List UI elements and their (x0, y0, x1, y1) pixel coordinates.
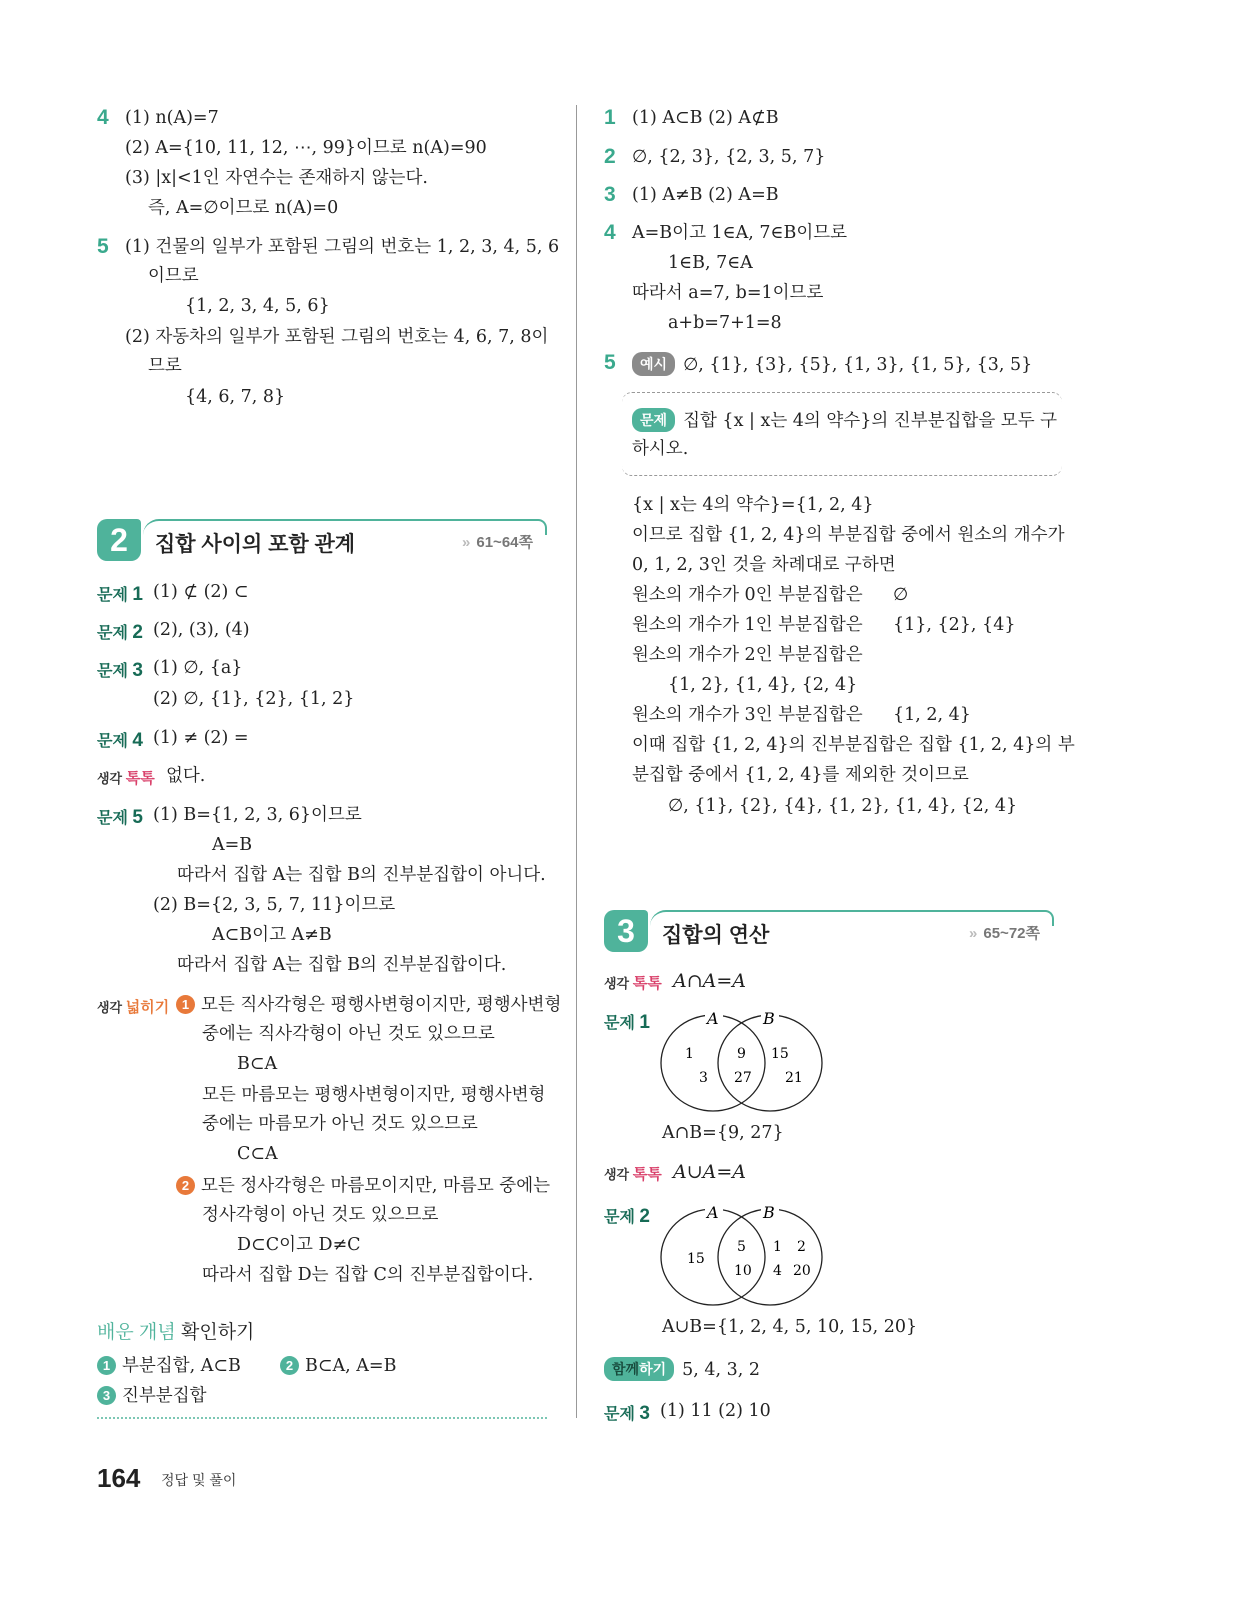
element: 3 (699, 1070, 708, 1086)
answer-line: 중에는 마름모가 아닌 것도 있으므로 (202, 1114, 478, 1134)
answer-line: 따라서 a=7, b=1이므로 (632, 283, 824, 303)
problem-badge: 문제 (632, 408, 675, 432)
question-number: 5 (97, 235, 109, 258)
element: 10 (734, 1263, 752, 1279)
answer-line: 따라서 집합 D는 집합 C의 진부분집합이다. (202, 1265, 534, 1285)
think-label: 생각 톡톡 (97, 770, 155, 787)
column-divider (576, 105, 577, 1418)
answer-line: (1) ⊄ (2) ⊂ (153, 582, 249, 602)
answer-line: ∅, {2, 3}, {2, 3, 5, 7} (632, 147, 826, 167)
element: 1 (685, 1046, 694, 1062)
answer-line: 원소의 개수가 2인 부분집합은 (632, 645, 863, 665)
element: 27 (734, 1070, 752, 1086)
answer-line: (2) ∅, {1}, {2}, {1, 2} (153, 689, 355, 709)
answer-line: 예시 ∅, {1}, {3}, {5}, {1, 3}, {1, 5}, {3, 5} (632, 352, 1032, 376)
problem-text: 하시오. (632, 439, 689, 459)
question-number: 4 (604, 221, 616, 244)
answer-line: A⊂B이고 A≠B (212, 925, 332, 945)
example-badge: 예시 (632, 352, 675, 376)
problem-label: 문제 2 (604, 1206, 650, 1227)
answer-line: 원소의 개수가 1인 부분집합은 (632, 615, 863, 635)
answer-line: 즉, A=∅이므로 n(A)=0 (148, 198, 339, 218)
think-label: 생각 톡톡 (604, 975, 662, 992)
answer-line: a+b=7+1=8 (668, 313, 782, 333)
chevron-right-icon: » (462, 534, 471, 551)
answer-line: B⊂A (237, 1054, 278, 1074)
answer-line: (1) n(A)=7 (125, 108, 219, 128)
answer-line: (1) 11 (2) 10 (660, 1401, 771, 1421)
venn-diagram-2 (655, 1199, 835, 1314)
element: 15 (771, 1046, 789, 1062)
expand-label: 생각 넓히기 (97, 999, 170, 1016)
question-number: 4 (97, 106, 109, 129)
marker-3-icon: 3 (97, 1386, 116, 1405)
review-item: 3 진부분집합 (97, 1385, 207, 1407)
answer-line: (2) A={10, 11, 12, ⋯, 99}이므로 n(A)=90 (125, 138, 487, 158)
problem-label: 문제 2 (97, 622, 143, 643)
set-a-label: A (707, 1009, 719, 1028)
question-number: 5 (604, 351, 616, 374)
answer-line: 0, 1, 2, 3인 것을 차례대로 구하면 (632, 555, 896, 575)
answer-line: {4, 6, 7, 8} (185, 387, 286, 407)
answer-line: A∩B={9, 27} (662, 1123, 784, 1143)
section-pages (969, 922, 1040, 943)
answer-line: C⊂A (237, 1144, 278, 1164)
problem-label: 문제 1 (97, 584, 143, 605)
answer-line: 모든 마름모는 평행사변형이지만, 평행사변형 (202, 1085, 546, 1105)
problem-label: 문제 1 (604, 1012, 650, 1033)
answer-line: (2) B={2, 3, 5, 7, 11}이므로 (153, 895, 396, 915)
element: 20 (793, 1263, 811, 1279)
answer-line: 2 모든 정사각형은 마름모이지만, 마름모 중에는 (176, 1175, 550, 1197)
answer-line: (1) A≠B (2) A=B (632, 185, 779, 205)
set-b-circle (718, 1209, 822, 1305)
set-a-circle (661, 1209, 765, 1305)
set-a-label: A (707, 1203, 719, 1222)
marker-1-icon: 1 (97, 1356, 116, 1375)
answer-value: {1}, {2}, {4} (893, 615, 1016, 635)
problem-box (622, 392, 1062, 476)
answer-line: A∪B={1, 2, 4, 5, 10, 15, 20} (662, 1317, 918, 1337)
answer-line: 따라서 집합 A는 집합 B의 진부분집합이 아니다. (177, 865, 546, 885)
footer-label: 정답 및 풀이 (161, 1472, 237, 1488)
answer-value: ∅ (893, 585, 909, 605)
element: 5 (737, 1239, 746, 1255)
element: 21 (785, 1070, 803, 1086)
section-header-2 (97, 519, 547, 565)
review-title: 배운 개념 확인하기 (97, 1322, 255, 1343)
marker-1-icon: 1 (176, 995, 195, 1014)
answer-line: 이므로 집합 {1, 2, 4}의 부분집합 중에서 원소의 개수가 (632, 525, 1065, 545)
review-item: 2 B⊂A, A=B (280, 1355, 396, 1377)
element: 2 (797, 1239, 806, 1255)
question-number: 3 (604, 183, 616, 206)
answer-line: 1∈B, 7∈A (668, 253, 753, 273)
dotted-divider (97, 1417, 547, 1419)
together-line: 함께하기 5, 4, 3, 2 (604, 1357, 760, 1381)
answer-line: A=B (212, 835, 253, 855)
section-header-3 (604, 910, 1054, 956)
answer-line: (1) B={1, 2, 3, 6}이므로 (153, 805, 362, 825)
problem-label: 문제 3 (97, 660, 143, 681)
section-number: 2 (97, 519, 141, 561)
answer-line: 이때 집합 {1, 2, 4}의 진부분집합은 집합 {1, 2, 4}의 부 (632, 735, 1075, 755)
problem-label: 문제 4 (97, 730, 143, 751)
section-number: 3 (604, 910, 648, 952)
answer-line: (1) ∅, {a} (153, 658, 243, 678)
problem-label: 문제 5 (97, 807, 143, 828)
answer-line: 1 모든 직사각형은 평행사변형이지만, 평행사변형 (176, 994, 561, 1016)
set-a-circle (661, 1015, 765, 1111)
answer-line: 이므로 (148, 266, 199, 286)
chevron-right-icon: » (969, 925, 978, 942)
answer-line: (1) 건물의 일부가 포함된 그림의 번호는 1, 2, 3, 4, 5, 6 (125, 237, 560, 257)
element: 1 (773, 1239, 782, 1255)
page-range: 61~64쪽 (476, 534, 533, 551)
question-number: 1 (604, 106, 616, 129)
answer-line: (2) 자동차의 일부가 포함된 그림의 번호는 4, 6, 7, 8이 (125, 327, 549, 347)
section-pages (462, 531, 533, 552)
element: 15 (687, 1251, 705, 1267)
answer-line: (1) ≠ (2) = (153, 728, 249, 748)
answer-line: A∩A=A (673, 970, 747, 992)
answer-line: (3) |x|<1인 자연수는 존재하지 않는다. (125, 168, 428, 188)
element: 9 (737, 1046, 746, 1062)
set-b-circle (718, 1015, 822, 1111)
together-badge: 함께하기 (604, 1357, 674, 1381)
question-number: 2 (604, 145, 616, 168)
element: 4 (773, 1263, 782, 1279)
answer-line: (2), (3), (4) (153, 620, 250, 640)
marker-2-icon: 2 (176, 1176, 195, 1195)
problem-label: 문제 3 (604, 1403, 650, 1424)
answer-value: {1, 2, 4} (893, 705, 971, 725)
section-title: 집합 사이의 포함 관계 (155, 533, 356, 556)
answer-line: 원소의 개수가 0인 부분집합은 (632, 585, 863, 605)
page-range: 65~72쪽 (983, 925, 1040, 942)
answer-line: 원소의 개수가 3인 부분집합은 (632, 705, 863, 725)
review-item: 1 부분집합, A⊂B (97, 1355, 241, 1377)
answer-line: 분집합 중에서 {1, 2, 4}를 제외한 것이므로 (632, 765, 969, 785)
answer-line: ∅, {1}, {2}, {4}, {1, 2}, {1, 4}, {2, 4} (668, 796, 1018, 816)
answer-line: A∪A=A (673, 1161, 747, 1183)
answer-line: {x | x는 4의 약수}={1, 2, 4} (632, 495, 874, 515)
set-b-label: B (763, 1203, 775, 1222)
answer-line: 정사각형이 아닌 것도 있으므로 (202, 1205, 439, 1225)
section-title: 집합의 연산 (662, 924, 770, 947)
answer-line: D⊂C이고 D≠C (237, 1235, 361, 1255)
answer-line: 므로 (148, 356, 182, 376)
set-b-label: B (763, 1009, 775, 1028)
think-label: 생각 톡톡 (604, 1166, 662, 1183)
answer-line: {1, 2, 3, 4, 5, 6} (185, 296, 330, 316)
venn-diagram-1 (655, 1005, 835, 1120)
answer-line: 없다. (166, 766, 206, 786)
answer-line: 따라서 집합 A는 집합 B의 진부분집합이다. (177, 955, 507, 975)
answer-line: A=B이고 1∈A, 7∈B이므로 (632, 223, 848, 243)
answer-line: {1, 2}, {1, 4}, {2, 4} (668, 675, 858, 695)
answer-line: 중에는 직사각형이 아닌 것도 있으므로 (202, 1024, 495, 1044)
marker-2-icon: 2 (280, 1356, 299, 1375)
problem-text: 문제 집합 {x | x는 4의 약수}의 진부분집합을 모두 구 (632, 408, 1057, 432)
page-number: 164 (97, 1463, 141, 1493)
answer-line: (1) A⊂B (2) A⊄B (632, 108, 779, 128)
